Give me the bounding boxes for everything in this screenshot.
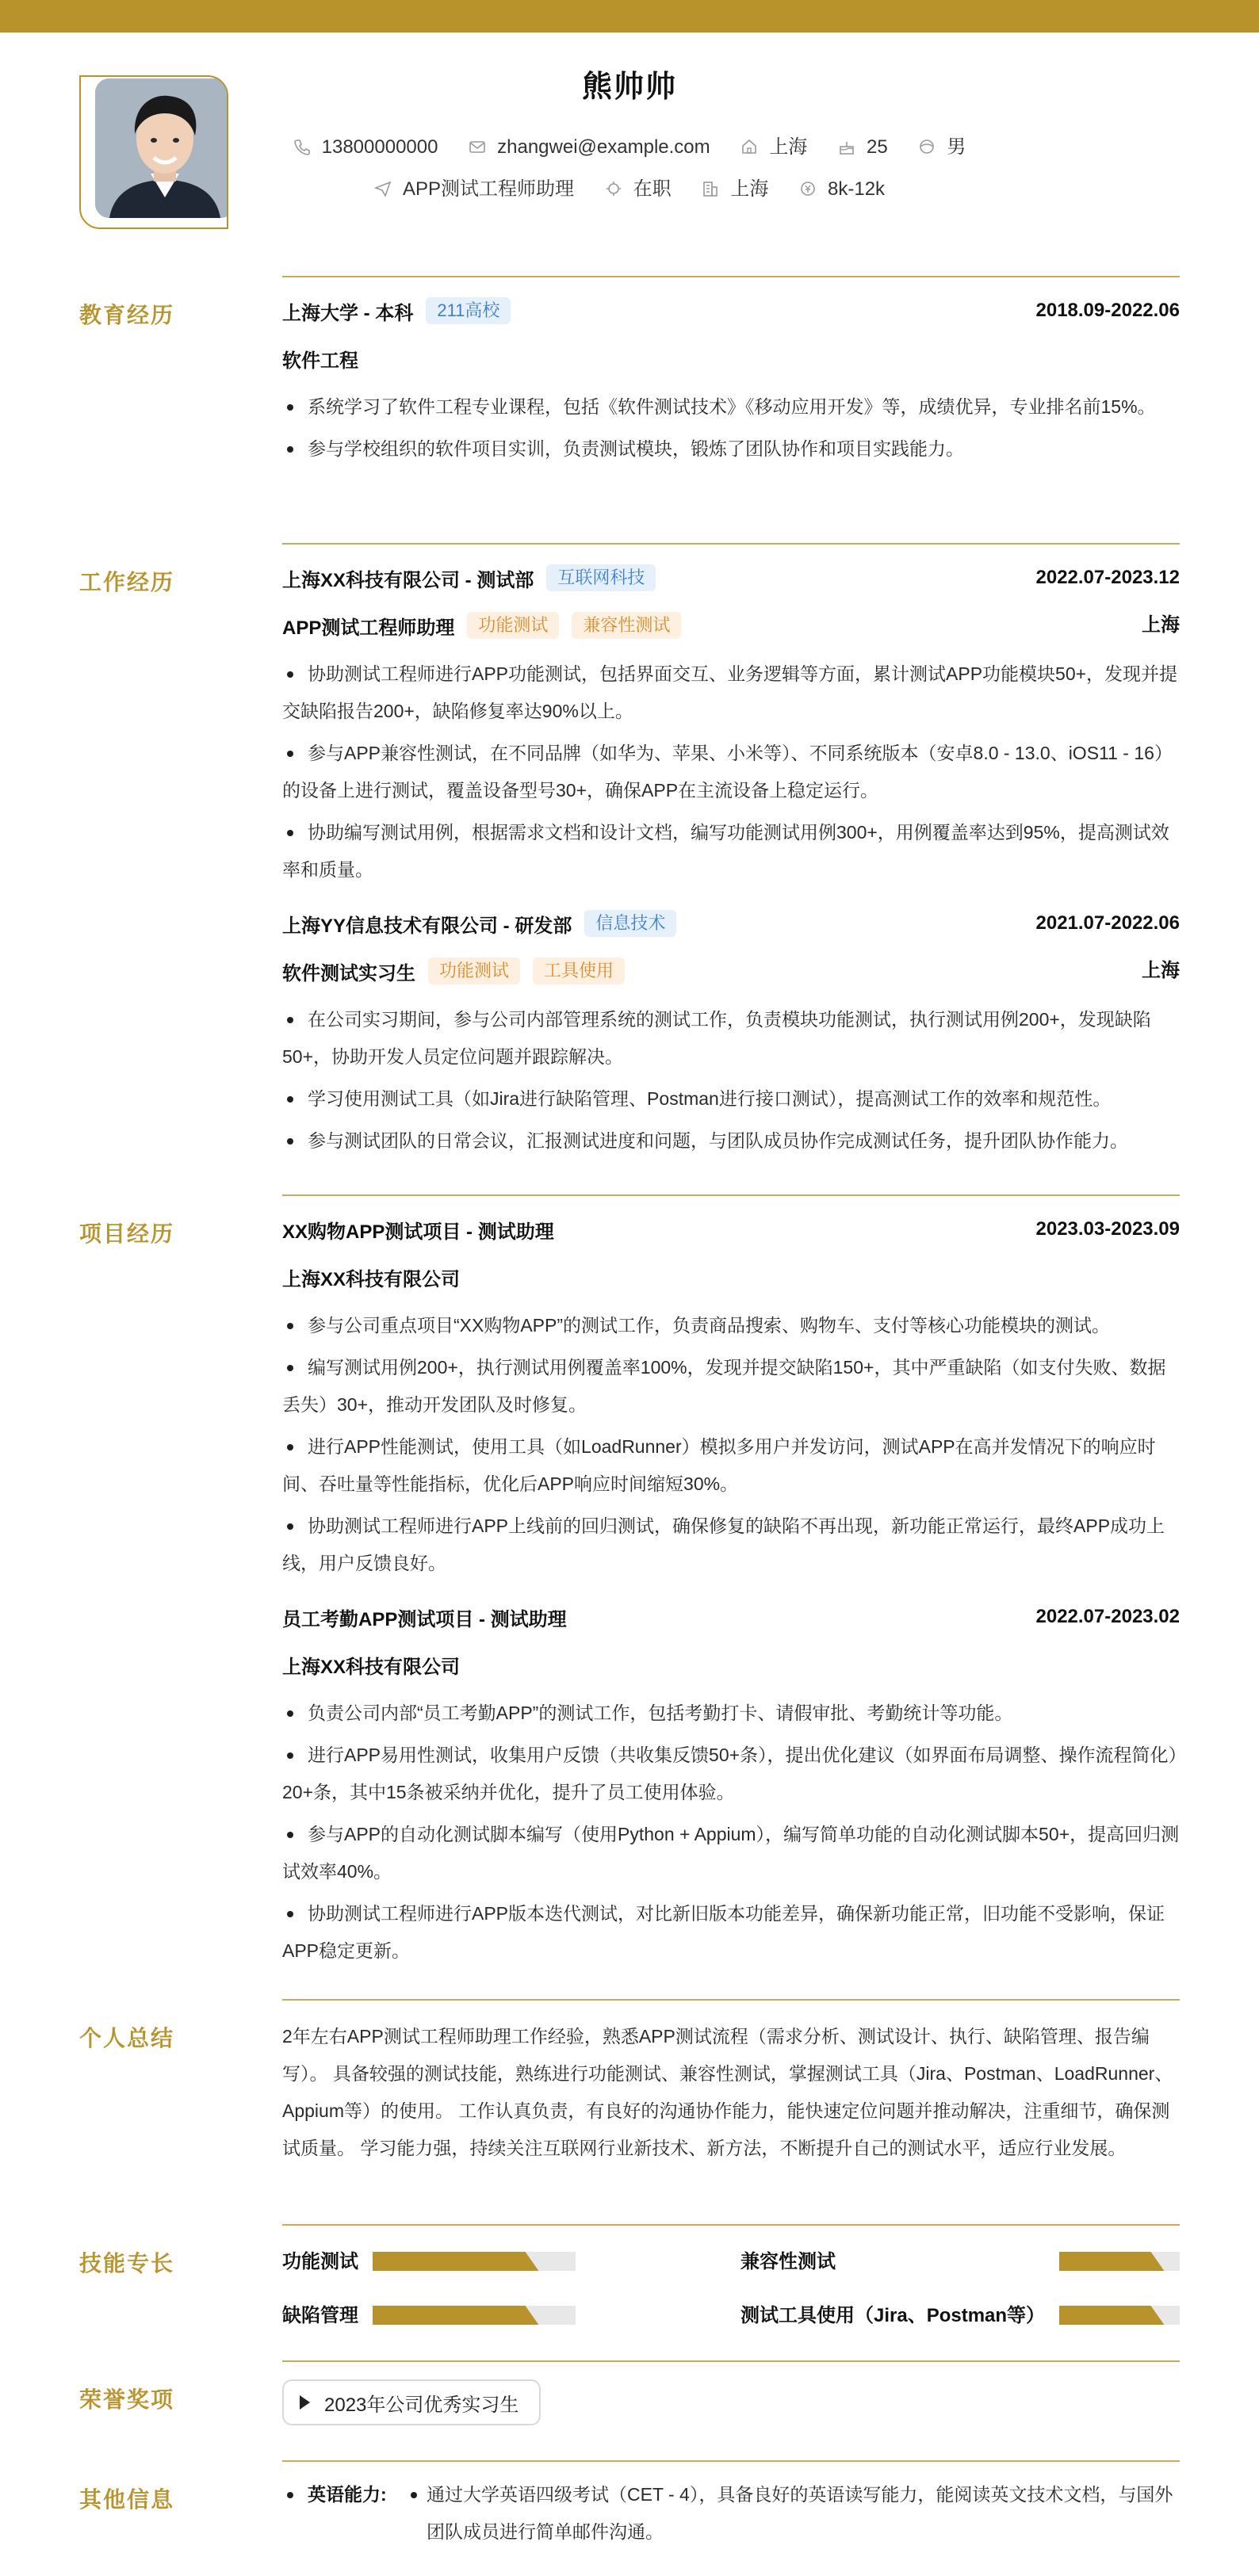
mail-icon bbox=[469, 138, 486, 155]
role-line bbox=[282, 610, 1180, 655]
phone-text: 13800000000 bbox=[321, 136, 438, 158]
job-entry bbox=[282, 908, 1180, 1160]
section-divider bbox=[282, 2224, 1180, 2226]
skill-bar-fill bbox=[1059, 2252, 1148, 2271]
work-content bbox=[282, 562, 1180, 1164]
section-divider bbox=[282, 1194, 1180, 1196]
role-name: APP测试工程师助理 bbox=[282, 617, 455, 639]
send-icon bbox=[374, 180, 392, 197]
gender-icon bbox=[918, 138, 936, 155]
age-item bbox=[838, 136, 888, 159]
skill-bar bbox=[1059, 2252, 1180, 2271]
phone-item bbox=[293, 136, 438, 159]
location-item bbox=[740, 131, 807, 159]
job-entry bbox=[282, 562, 1180, 889]
project-name: 员工考勤APP测试项目 - 测试助理 bbox=[282, 1608, 567, 1630]
list-item: 系统学习了软件工程专业课程，包括《软件测试技术》《移动应用开发》等，成绩优异，专业排名前15%。 bbox=[282, 388, 1180, 426]
project-name: XX购物APP测试项目 - 测试助理 bbox=[282, 1221, 554, 1243]
cake-icon bbox=[838, 138, 855, 155]
section-title: 个人总结 bbox=[79, 2026, 175, 2050]
role-tag: 功能测试 bbox=[467, 612, 559, 639]
target-city-text: 上海 bbox=[730, 178, 769, 200]
section-title: 其他信息 bbox=[79, 2487, 175, 2512]
job-header bbox=[282, 562, 1180, 610]
project-period: 2022.07-2023.02 bbox=[1035, 1606, 1180, 1627]
project-bullets bbox=[282, 1307, 1180, 1582]
job-city: 上海 bbox=[1142, 960, 1180, 981]
list-item: 进行APP易用性测试，收集用户反馈（共收集反馈50+条），提出优化建议（如界面布局调整、操作流程简化）20+条，其中15条被采纳并优化，提升了员工使用体验。 bbox=[282, 1737, 1180, 1811]
honor-label: 2023年公司优秀实习生 bbox=[324, 2394, 519, 2416]
major: 软件工程 bbox=[282, 350, 358, 372]
skill-item bbox=[282, 2243, 576, 2275]
skill-item bbox=[740, 2297, 1180, 2329]
summary-text: 2年左右APP测试工程师助理工作经验，熟悉APP测试流程（需求分析、测试设计、执行、缺陷管理、报告编写）。 具备较强的测试技能，熟练进行功能测试、兼容性测试，掌握测试工具（Jira、Postman、LoadRunner、Appium等）的使用。 工作认真负责，有良好的沟通协作能力，能快速定位问题并推动解决，注重细节，确保测试质量。 学习能力强，持续关注互联网行业新技术、新方法，不断提升自己的测试水平，适应行业发展。 bbox=[282, 2026, 1173, 2158]
gender-text: 男 bbox=[947, 136, 966, 158]
job-bullets bbox=[282, 1001, 1180, 1160]
section-divider bbox=[282, 2460, 1180, 2462]
project-period: 2023.03-2023.09 bbox=[1035, 1218, 1180, 1240]
building-icon bbox=[702, 180, 719, 197]
skill-label: 缺陷管理 bbox=[282, 2304, 358, 2326]
job-bullets bbox=[282, 655, 1180, 889]
status-text: 在职 bbox=[633, 178, 672, 200]
list-item: 负责公司内部“员工考勤APP”的测试工作，包括考勤打卡、请假审批、考勤统计等功能。 bbox=[282, 1695, 1180, 1732]
section-title: 技能专长 bbox=[79, 2251, 175, 2276]
job-period: 2022.07-2023.12 bbox=[1035, 567, 1180, 588]
job-city: 上海 bbox=[1142, 614, 1180, 636]
gender-item bbox=[918, 131, 966, 159]
skill-bar bbox=[373, 2252, 576, 2271]
company-tag: 信息技术 bbox=[584, 910, 676, 937]
project-org: 上海XX科技有限公司 bbox=[282, 1268, 461, 1290]
skill-label: 功能测试 bbox=[282, 2250, 358, 2272]
skill-bar-fill bbox=[1059, 2306, 1148, 2325]
email-item bbox=[469, 136, 710, 159]
project-org: 上海XX科技有限公司 bbox=[282, 1656, 461, 1678]
section-divider bbox=[282, 276, 1180, 277]
status-icon bbox=[605, 180, 622, 197]
role-name: 软件测试实习生 bbox=[282, 962, 415, 984]
age-text: 25 bbox=[866, 136, 888, 158]
project-header bbox=[282, 1601, 1180, 1649]
section-title: 项目经历 bbox=[79, 1221, 175, 1246]
play-icon bbox=[300, 2395, 310, 2410]
top-accent-bar bbox=[0, 0, 1259, 32]
education-header bbox=[282, 295, 1180, 342]
list-item: 协助测试工程师进行APP功能测试，包括界面交互、业务逻辑等方面，累计测试APP功能模块50+，发现并提交缺陷报告200+，缺陷修复率达90%以上。 bbox=[282, 655, 1180, 730]
other-info-item bbox=[282, 2476, 1180, 2551]
money-icon bbox=[799, 180, 817, 197]
location-text: 上海 bbox=[769, 136, 808, 158]
projects-content bbox=[282, 1213, 1180, 1974]
role-tag: 工具使用 bbox=[533, 957, 625, 984]
list-item: 协助测试工程师进行APP版本迭代测试，对比新旧版本功能差异，确保新功能正常，旧功能不受影响，保证APP稳定更新。 bbox=[282, 1895, 1180, 1970]
section-title: 荣誉奖项 bbox=[79, 2387, 175, 2412]
school-name: 上海大学 - 本科 bbox=[282, 302, 414, 324]
target-city-item bbox=[702, 173, 768, 201]
project-header bbox=[282, 1213, 1180, 1261]
candidate-name: 熊帅帅 bbox=[581, 71, 677, 104]
section-title: 工作经历 bbox=[79, 570, 175, 594]
company-name: 上海YY信息技术有限公司 - 研发部 bbox=[282, 915, 572, 937]
status-item bbox=[605, 173, 672, 201]
education-period: 2018.09-2022.06 bbox=[1035, 300, 1180, 321]
skill-item bbox=[282, 2297, 576, 2329]
project-bullets bbox=[282, 1695, 1180, 1970]
job-intent-row bbox=[0, 173, 1259, 201]
company-tag: 互联网科技 bbox=[546, 564, 656, 591]
list-item: 协助测试工程师进行APP上线前的回归测试，确保修复的缺陷不再出现，新功能正常运行，最终APP成功上线，用户反馈良好。 bbox=[282, 1508, 1180, 1582]
job-header bbox=[282, 908, 1180, 955]
honors-content bbox=[282, 2379, 1180, 2427]
phone-icon bbox=[293, 138, 311, 155]
list-item: 学习使用测试工具（如Jira进行缺陷管理、Postman进行接口测试），提高测试工作的效率和规范性。 bbox=[282, 1080, 1180, 1118]
salary-text: 8k-12k bbox=[828, 178, 886, 200]
skill-bar-fill bbox=[373, 2306, 522, 2325]
list-item: 协助编写测试用例，根据需求文档和设计文档，编写功能测试用例300+，用例覆盖率达到95%，提高测试效率和质量。 bbox=[282, 814, 1180, 889]
skill-bar bbox=[1059, 2306, 1180, 2325]
list-item: 进行APP性能测试，使用工具（如LoadRunner）模拟多用户并发访问，测试APP在高并发情况下的响应时间、吞吐量等性能指标，优化后APP响应时间缩短30%。 bbox=[282, 1428, 1180, 1503]
skill-item bbox=[740, 2243, 1180, 2275]
section-divider bbox=[282, 2360, 1180, 2362]
section-title: 教育经历 bbox=[79, 303, 175, 327]
role-tag: 功能测试 bbox=[428, 957, 520, 984]
section-divider bbox=[282, 543, 1180, 545]
list-item: 参与APP兼容性测试，在不同品牌（如华为、苹果、小米等）、不同系统版本（安卓8.0 - 13.0、iOS11 - 16）的设备上进行测试，覆盖设备型号30+，确保APP在主流设备上稳定运行。 bbox=[282, 735, 1180, 809]
job-period: 2021.07-2022.06 bbox=[1035, 912, 1180, 934]
role-tag: 兼容性测试 bbox=[572, 612, 681, 639]
list-item: 编写测试用例200+，执行测试用例覆盖率100%，发现并提交缺陷150+，其中严重缺陷（如支付失败、数据丢失）30+，推动开发团队及时修复。 bbox=[282, 1349, 1180, 1424]
other-info-key: 英语能力: bbox=[308, 2484, 387, 2505]
honor-item[interactable] bbox=[282, 2379, 541, 2425]
skill-bar bbox=[373, 2306, 576, 2325]
target-job-text: APP测试工程师助理 bbox=[402, 178, 574, 200]
major-line bbox=[282, 342, 1180, 388]
section-divider bbox=[282, 1999, 1180, 2001]
project-entry bbox=[282, 1213, 1180, 1582]
list-item: 在公司实习期间，参与公司内部管理系统的测试工作，负责模块功能测试，执行测试用例200+，发现缺陷50+，协助开发人员定位问题并跟踪解决。 bbox=[282, 1001, 1180, 1076]
company-name: 上海XX科技有限公司 - 测试部 bbox=[282, 569, 534, 591]
list-item: 参与测试团队的日常会议，汇报测试进度和问题，与团队成员协作完成测试任务，提升团队协作能力。 bbox=[282, 1122, 1180, 1160]
other-content bbox=[282, 2476, 1180, 2551]
home-icon bbox=[740, 138, 758, 155]
list-item: 参与公司重点项目“XX购物APP”的测试工作，负责商品搜索、购物车、支付等核心功能模块的测试。 bbox=[282, 1307, 1180, 1344]
skill-label: 兼容性测试 bbox=[740, 2250, 836, 2272]
skill-bar-fill bbox=[373, 2252, 522, 2271]
project-org-line bbox=[282, 1261, 1180, 1307]
other-info-value: 通过大学英语四级考试（CET - 4），具备良好的英语读写能力，能阅读英文技术文档，与国外团队成员进行简单邮件沟通。 bbox=[427, 2476, 1180, 2551]
school-tag: 211高校 bbox=[426, 297, 511, 324]
role-line bbox=[282, 955, 1180, 1001]
education-bullets bbox=[282, 388, 1180, 468]
skill-label: 测试工具使用（Jira、Postman等） bbox=[740, 2304, 1046, 2326]
education-content bbox=[282, 295, 1180, 472]
list-item: 参与APP的自动化测试脚本编写（使用Python + Appium），编写简单功能的自动化测试脚本50+，提高回归测试效率40%。 bbox=[282, 1816, 1180, 1890]
email-text: zhangwei@example.com bbox=[497, 136, 710, 158]
contact-info-row bbox=[0, 131, 1259, 159]
project-entry bbox=[282, 1601, 1180, 1970]
salary-item bbox=[799, 178, 885, 201]
target-job-item bbox=[374, 173, 574, 201]
list-item: 参与学校组织的软件项目实训，负责测试模块，锻炼了团队协作和项目实践能力。 bbox=[282, 430, 1180, 468]
project-org-line bbox=[282, 1649, 1180, 1695]
